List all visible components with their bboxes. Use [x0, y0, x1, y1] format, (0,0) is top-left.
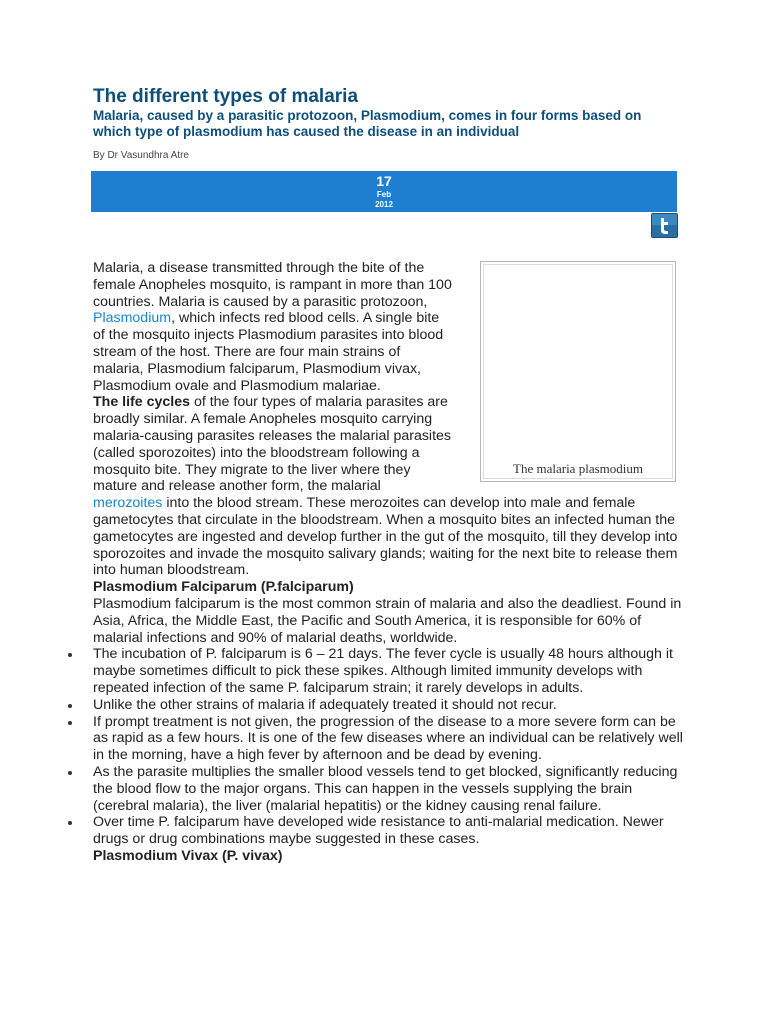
- date-month: Feb: [376, 190, 392, 199]
- list-item: Unlike the other strains of malaria if adequately treated it should not recur.: [93, 697, 683, 714]
- twitter-icon: [652, 214, 677, 237]
- falciparum-intro: Plasmodium falciparum is the most common strain of malaria and also the deadliest. Found in Asia, Africa, the Middle East, the Pacific and South America, it is responsible for 60% of malarial infections and 90% of malarial deaths, worldwide.: [93, 595, 682, 646]
- bullet-dot-icon: [68, 771, 72, 775]
- date-year: 2012: [375, 200, 393, 209]
- bullet-dot-icon: [68, 704, 72, 708]
- falciparum-heading: Plasmodium Falciparum (P.falciparum): [93, 579, 354, 596]
- list-item: As the parasite multiplies the smaller blood vessels tend to get blocked, significantly reducing the blood flow to the major organs. This can happen in the vessels supplying the brain (cerebral malaria), the liver (malarial hepatitis) or the kidney causing renal failure.: [93, 764, 683, 814]
- twitter-share-button[interactable]: [651, 213, 678, 238]
- article-title: The different types of malaria: [93, 86, 359, 107]
- bullet-dot-icon: [68, 721, 72, 725]
- date-day: 17: [376, 173, 392, 189]
- list-item: If prompt treatment is not given, the progression of the disease to a more severe form can be as rapid as a few hours. It is one of the few diseases where an individual can be relatively well in the morning, have a high fever by afternoon and be dead by evening.: [93, 714, 683, 764]
- plasmodium-link[interactable]: Plasmodium: [93, 310, 172, 327]
- date-banner: [91, 171, 677, 212]
- merozoites-link[interactable]: merozoites: [93, 495, 163, 512]
- bullet-dot-icon: [68, 821, 72, 825]
- falciparum-bullet-list: [93, 646, 683, 848]
- article-body: [93, 260, 683, 865]
- article-subtitle: Malaria, caused by a parasitic protozoon, Plasmodium, comes in four forms based on which type of plasmodium has caused the disease in an individual: [93, 108, 642, 139]
- figure-caption: The malaria plasmodium: [513, 461, 643, 476]
- author-byline: By Dr Vasundhra Atre: [93, 150, 189, 161]
- life-cycle-paragraph: The life cycles of the four types of malaria parasites are broadly similar. A female Anopheles mosquito carrying malaria-causing parasites releases the malarial parasites (called sporozoites) into the bloodstream following a mosquito bite. They migrate to the liver where they mature and release another form, the malarial merozoites into the blood stream. These merozoites can develop into male and female gametocytes that circulate in the bloodstream. When a mosquito bites an infected human the gametocytes are ingested and develop further in the gut of the mosquito, till they develop into sporozoites and invade the mosquito salivary glands; waiting for the next bite to release them into human bloodstream.: [93, 394, 678, 579]
- list-item: Over time P. falciparum have developed wide resistance to anti-malarial medication. Newer drugs or drug combinations maybe suggested in these cases.: [93, 814, 683, 848]
- bullet-dot-icon: [68, 653, 72, 657]
- list-item: The incubation of P. falciparum is 6 – 21 days. The fever cycle is usually 48 hours although it maybe sometimes difficult to pick these spikes. Although limited immunity develops with repeated infection of the same P. falciparum strain; it rarely develops in adults.: [93, 646, 683, 696]
- intro-paragraph: Malaria, a disease transmitted through the bite of the female Anopheles mosquito, is rampant in more than 100 countries. Malaria is caused by a parasitic protozoon, Plasmodium, which infects red blood cells. A single bite of the mosquito injects Plasmodium parasites into blood stream of the host. There are four main strains of malaria, Plasmodium falciparum, Plasmodium vivax, Plasmodium ovale and Plasmodium malariae.: [93, 260, 452, 394]
- life-cycle-bold: The life cycles: [93, 394, 190, 411]
- vivax-heading: Plasmodium Vivax (P. vivax): [93, 847, 283, 864]
